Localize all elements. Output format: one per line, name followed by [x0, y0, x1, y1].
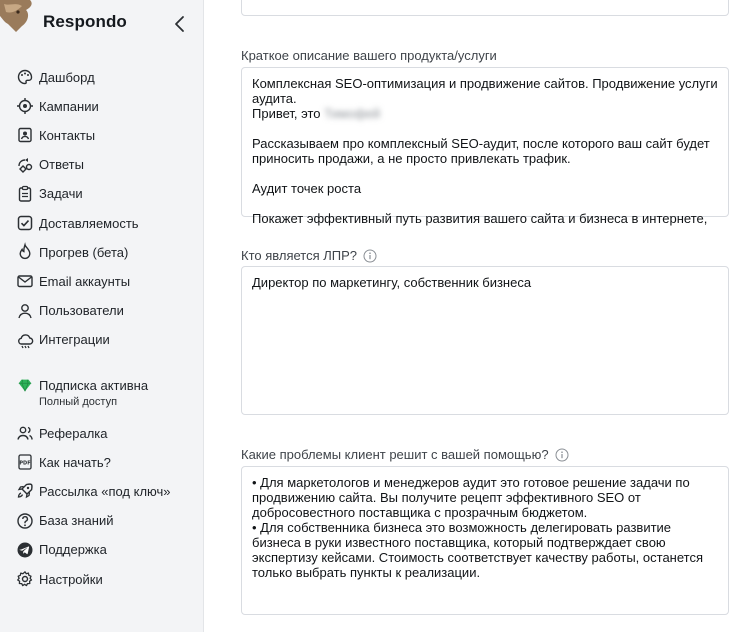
problems-label: Какие проблемы клиент решит с вашей помощью?: [241, 447, 569, 462]
info-icon[interactable]: [363, 249, 377, 263]
sidebar-item-label: Рассылка «под ключ»: [39, 483, 171, 499]
product-description-textarea[interactable]: [241, 67, 729, 226]
sidebar-item-secondary-5[interactable]: [16, 536, 107, 564]
replies-icon: [16, 156, 34, 174]
contact-card-icon: [16, 126, 34, 144]
lpr-value: Директор по маркетингу, собственник бизнеса: [252, 275, 532, 290]
product-description-value: Комплексная SEO-оптимизация и продвижение сайтов. Продвижение услуги аудита. Привет, это Тимофей Рассказываем про комплексный SEO-аудит, после которого ваш сайт будет приносить продажи, а не просто привлекать трафик. Аудит точек роста Покажет эффективный путь развития вашего сайта и бизнеса в интернете,: [252, 76, 718, 226]
brand-header: [0, 0, 204, 46]
sidebar-item-label: Email аккаунты: [39, 273, 131, 289]
check-square-icon: [16, 214, 34, 232]
collapse-sidebar-button[interactable]: [172, 14, 188, 34]
main-content: [204, 0, 751, 632]
subscription-label: Подписка активна: [39, 377, 149, 393]
sidebar-item-label: Задачи: [39, 186, 83, 202]
sidebar-item-4[interactable]: [16, 151, 84, 179]
previous-field-box[interactable]: [241, 0, 729, 16]
rocket-icon: [16, 482, 34, 500]
product-description-label: Краткое описание вашего продукта/услуги: [241, 48, 497, 63]
pdf-icon: [16, 453, 34, 471]
sidebar-item-2[interactable]: [16, 92, 99, 120]
user-icon: [16, 302, 34, 320]
target-icon: [16, 97, 34, 115]
problems-textarea[interactable]: [241, 466, 729, 615]
sidebar-item-label: Как начать?: [39, 454, 111, 470]
mail-icon: [16, 272, 34, 290]
sidebar-item-label: Прогрев (бета): [39, 244, 129, 260]
sidebar-item-label: Пользователи: [39, 303, 124, 319]
sidebar-item-secondary-6[interactable]: [16, 565, 103, 593]
sidebar-item-label: Ответы: [39, 157, 84, 173]
sidebar-item-6[interactable]: [16, 209, 139, 237]
sidebar-item-8[interactable]: [16, 267, 130, 295]
diamond-icon: [16, 376, 34, 394]
sidebar-item-label: Поддержка: [39, 542, 107, 558]
lpr-textarea[interactable]: [241, 266, 729, 415]
gear-icon: [16, 570, 34, 588]
sidebar-item-7[interactable]: [16, 238, 128, 266]
sidebar-item-1[interactable]: [16, 63, 95, 91]
sidebar-item-label: Интеграции: [39, 332, 110, 348]
subscription-sublabel: Полный доступ: [39, 396, 118, 408]
subscription-status[interactable]: [16, 372, 196, 408]
sidebar-item-secondary-3[interactable]: [16, 477, 171, 505]
sidebar-item-label: Настройки: [39, 571, 103, 587]
lpr-label: Кто является ЛПР?: [241, 248, 377, 263]
flame-icon: [16, 243, 34, 261]
info-icon[interactable]: [555, 448, 569, 462]
sidebar-item-secondary-4[interactable]: [16, 507, 114, 535]
sidebar-item-label: Кампании: [39, 98, 99, 114]
sidebar-item-9[interactable]: [16, 297, 124, 325]
svg-text:PDF: PDF: [19, 460, 31, 467]
sidebar-item-secondary-1[interactable]: [16, 419, 108, 447]
brand-name: Respondo: [43, 12, 127, 31]
telegram-icon: [16, 541, 34, 559]
clipboard-icon: [16, 185, 34, 203]
sidebar-item-label: База знаний: [39, 513, 114, 529]
sidebar-item-label: Рефералка: [39, 425, 108, 441]
sidebar-item-3[interactable]: [16, 121, 95, 149]
problems-value: • Для маркетологов и менеджеров аудит это готовое решение задачи по продвижению сайта. Вы получите рецепт эффективного SEO от добросовестного поставщика с прозрачным бюджетом. • Для собственника бизнеса это возможность делегировать развитие бизнеса в руки известного поставщика, который подтверждает свою экспертизу кейсами. Стоимость соответствует качеству работы, останется только выбрать пункты к реализации.: [252, 475, 704, 580]
question-icon: [16, 512, 34, 530]
blurred-name: Тимофей: [324, 106, 381, 121]
sidebar-item-label: Дашборд: [39, 69, 95, 85]
sidebar-item-10[interactable]: [16, 326, 110, 354]
sidebar-item-secondary-2[interactable]: [16, 448, 111, 476]
users-icon: [16, 424, 34, 442]
cloud-icon: [16, 331, 34, 349]
sidebar-item-label: Контакты: [39, 127, 96, 143]
sidebar-item-5[interactable]: [16, 180, 83, 208]
palette-icon: [16, 68, 34, 86]
sidebar-item-label: Доставляемость: [39, 215, 139, 231]
logo-icon: [0, 0, 40, 40]
